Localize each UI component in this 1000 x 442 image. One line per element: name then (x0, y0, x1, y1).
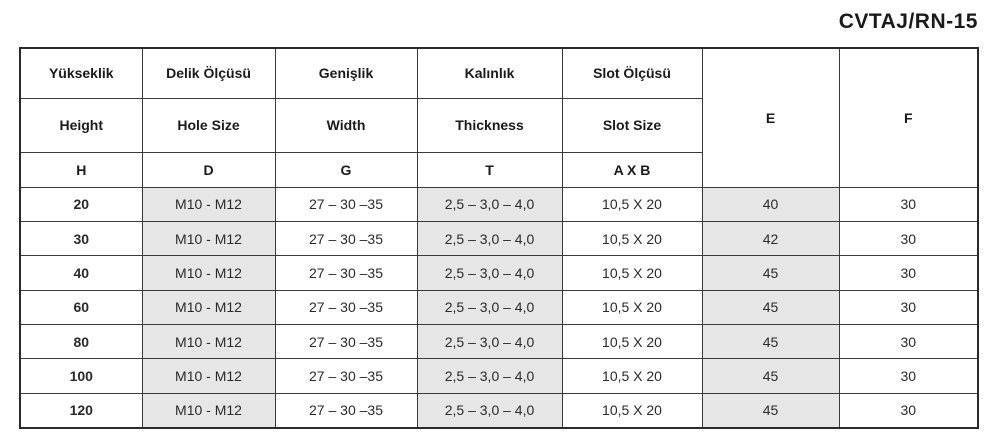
cell-slot-size: 10,5 X 20 (562, 359, 702, 393)
cell-thickness: 2,5 – 3,0 – 4,0 (417, 393, 562, 427)
cell-width: 27 – 30 –35 (275, 290, 417, 324)
cell-height: 80 (20, 325, 142, 359)
table-row (20, 325, 978, 359)
cell-f: 30 (839, 221, 978, 255)
cell-f: 30 (839, 187, 978, 221)
cell-hole-size: M10 - M12 (142, 359, 275, 393)
header-d-symbol: D (142, 152, 275, 187)
cell-thickness: 2,5 – 3,0 – 4,0 (417, 221, 562, 255)
header-slot-size-tr: Slot Ölçüsü (562, 48, 702, 98)
cell-thickness: 2,5 – 3,0 – 4,0 (417, 359, 562, 393)
header-axb-symbol: A X B (562, 152, 702, 187)
cell-e: 45 (702, 325, 839, 359)
table-row (20, 187, 978, 221)
header-g-symbol: G (275, 152, 417, 187)
cell-hole-size: M10 - M12 (142, 256, 275, 290)
cell-e: 45 (702, 290, 839, 324)
header-row-turkish (20, 48, 978, 98)
cell-f: 30 (839, 256, 978, 290)
cell-hole-size: M10 - M12 (142, 393, 275, 427)
cell-width: 27 – 30 –35 (275, 393, 417, 427)
header-width-en: Width (275, 98, 417, 152)
table-row (20, 221, 978, 255)
cell-slot-size: 10,5 X 20 (562, 393, 702, 427)
table-row (20, 359, 978, 393)
table-row (20, 393, 978, 427)
cell-hole-size: M10 - M12 (142, 187, 275, 221)
cell-slot-size: 10,5 X 20 (562, 290, 702, 324)
cell-slot-size: 10,5 X 20 (562, 187, 702, 221)
spec-table (19, 47, 979, 429)
cell-width: 27 – 30 –35 (275, 359, 417, 393)
cell-width: 27 – 30 –35 (275, 187, 417, 221)
cell-thickness: 2,5 – 3,0 – 4,0 (417, 256, 562, 290)
cell-f: 30 (839, 325, 978, 359)
cell-f: 30 (839, 290, 978, 324)
cell-hole-size: M10 - M12 (142, 290, 275, 324)
cell-e: 40 (702, 187, 839, 221)
cell-height: 60 (20, 290, 142, 324)
cell-hole-size: M10 - M12 (142, 221, 275, 255)
header-hole-size-tr: Delik Ölçüsü (142, 48, 275, 98)
header-h-symbol: H (20, 152, 142, 187)
header-f: F (839, 48, 978, 187)
cell-f: 30 (839, 359, 978, 393)
cell-e: 42 (702, 221, 839, 255)
header-e: E (702, 48, 839, 187)
header-thickness-tr: Kalınlık (417, 48, 562, 98)
header-hole-size-en: Hole Size (142, 98, 275, 152)
cell-thickness: 2,5 – 3,0 – 4,0 (417, 187, 562, 221)
cell-e: 45 (702, 393, 839, 427)
header-height-tr: Yükseklik (20, 48, 142, 98)
header-thickness-en: Thickness (417, 98, 562, 152)
cell-e: 45 (702, 359, 839, 393)
cell-width: 27 – 30 –35 (275, 325, 417, 359)
cell-height: 20 (20, 187, 142, 221)
cell-hole-size: M10 - M12 (142, 325, 275, 359)
cell-width: 27 – 30 –35 (275, 256, 417, 290)
cell-height: 120 (20, 393, 142, 427)
cell-slot-size: 10,5 X 20 (562, 221, 702, 255)
cell-thickness: 2,5 – 3,0 – 4,0 (417, 325, 562, 359)
cell-height: 100 (20, 359, 142, 393)
cell-slot-size: 10,5 X 20 (562, 325, 702, 359)
header-height-en: Height (20, 98, 142, 152)
header-slot-size-en: Slot Size (562, 98, 702, 152)
header-t-symbol: T (417, 152, 562, 187)
cell-width: 27 – 30 –35 (275, 221, 417, 255)
table-row (20, 256, 978, 290)
table-row (20, 290, 978, 324)
cell-height: 30 (20, 221, 142, 255)
header-width-tr: Genişlik (275, 48, 417, 98)
cell-thickness: 2,5 – 3,0 – 4,0 (417, 290, 562, 324)
cell-f: 30 (839, 393, 978, 427)
cell-height: 40 (20, 256, 142, 290)
cell-e: 45 (702, 256, 839, 290)
cell-slot-size: 10,5 X 20 (562, 256, 702, 290)
document-title: CVTAJ/RN-15 (838, 10, 978, 33)
